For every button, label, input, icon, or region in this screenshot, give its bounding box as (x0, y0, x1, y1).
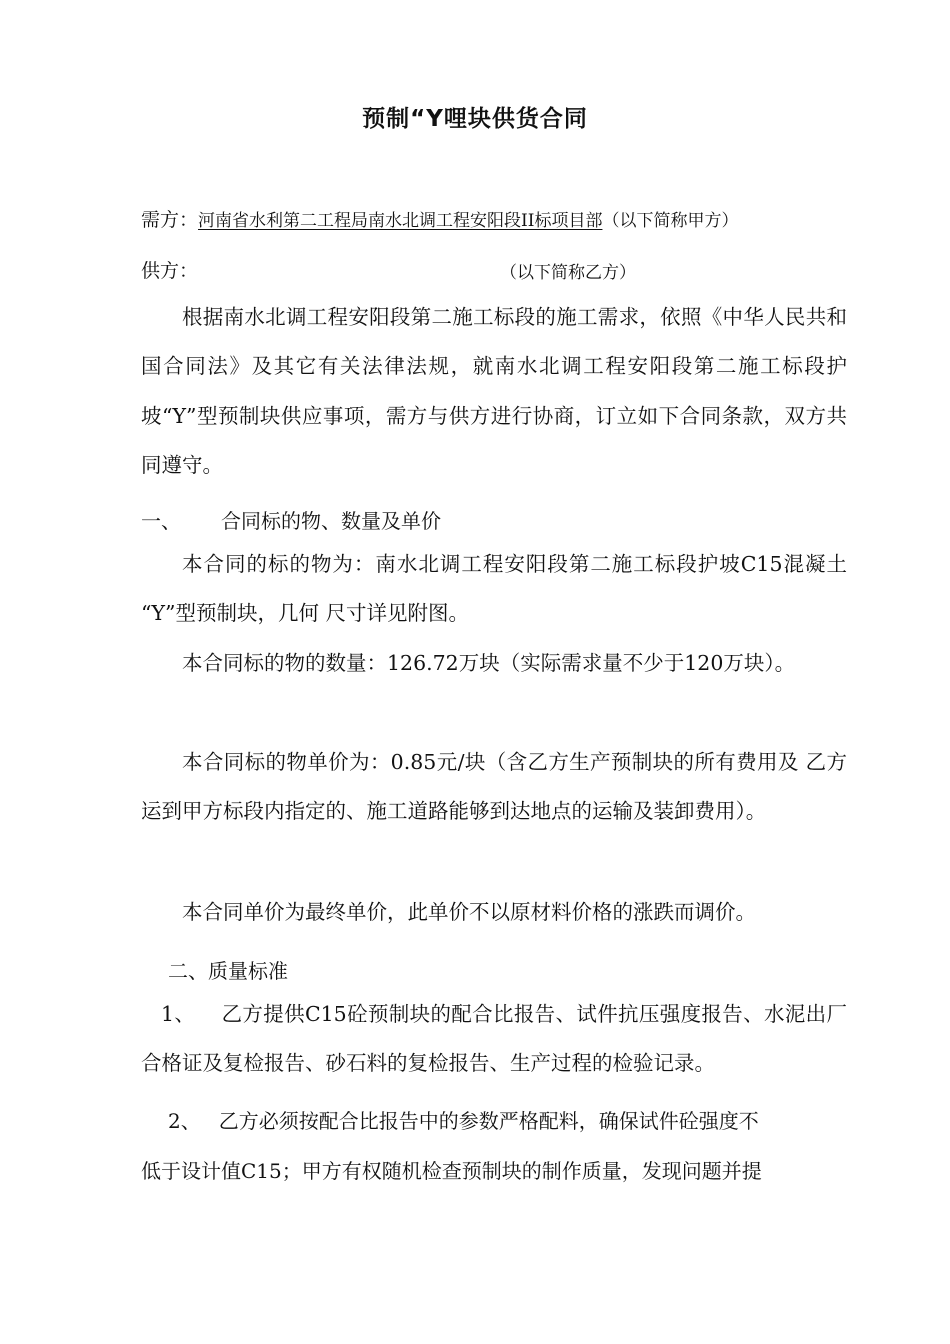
document-title: 预制“Y哩块供货合同 (362, 106, 588, 132)
supplier-line (141, 256, 198, 283)
buyer-line (141, 205, 738, 232)
section2-item2-text-line1: 乙方必须按配合比报告中的参数严格配料，确保试件砼强度不 (218, 1109, 759, 1133)
section2-item2-line1 (168, 1105, 759, 1134)
section1-paragraph-final-price: 本合同单价为最终单价，此单价不以原材料价格的涨跌而调价。 (182, 900, 756, 924)
section1-title: 合同标的物、数量及单价 (221, 509, 441, 533)
section2-item1 (141, 990, 847, 1089)
section2-item2-number: 2、 (168, 1109, 201, 1133)
section2-item2-line2: 低于设计值C15；甲方有权随机检查预制块的制作质量，发现问题并提 (141, 1159, 762, 1183)
section2-heading: 二、质量标准 (168, 959, 288, 983)
buyer-name: 河南省水利第二工程局南水北调工程安阳段II标项目部 (198, 211, 603, 231)
buyer-label: 需方： (141, 209, 199, 231)
section1-heading (141, 505, 441, 534)
section2-item1-text: 乙方提供C15砼预制块的配合比报告、试件抗压强度报告、水泥出厂合格证及复检报告、砂石料的复检报告、生产过程的检验记录。 (141, 1002, 847, 1076)
buyer-note: （以下简称甲方） (602, 211, 739, 231)
intro-paragraph: 根据南水北调工程安阳段第二施工标段的施工需求，依照《中华人民共和国合同法》及其它有关法律法规，就南水北调工程安阳段第二施工标段护坡“Y”型预制块供应事项，需方与供方进行协商，订立如下合同条款，双方共同遵守。 (141, 305, 847, 477)
section1-paragraph-price: 本合同标的物单价为：0.85元/块（含乙方生产预制块的所有费用及 乙方运到甲方标段内指定的、施工道路能够到达地点的运输及装卸费用）。 (141, 750, 847, 824)
supplier-note: （以下简称乙方） (500, 263, 636, 283)
section1-paragraph-quantity: 本合同标的物的数量：126.72万块（实际需求量不少于120万块）。 (182, 651, 796, 675)
supplier-label: 供方： (141, 260, 199, 282)
section1-number: 一、 (141, 509, 181, 533)
section1-paragraph-subject: 本合同的标的物为：南水北调工程安阳段第二施工标段护坡C15混凝土 “Y”型预制块，几何 尺寸详见附图。 (141, 552, 847, 626)
section2-item1-number: 1、 (161, 1002, 196, 1026)
